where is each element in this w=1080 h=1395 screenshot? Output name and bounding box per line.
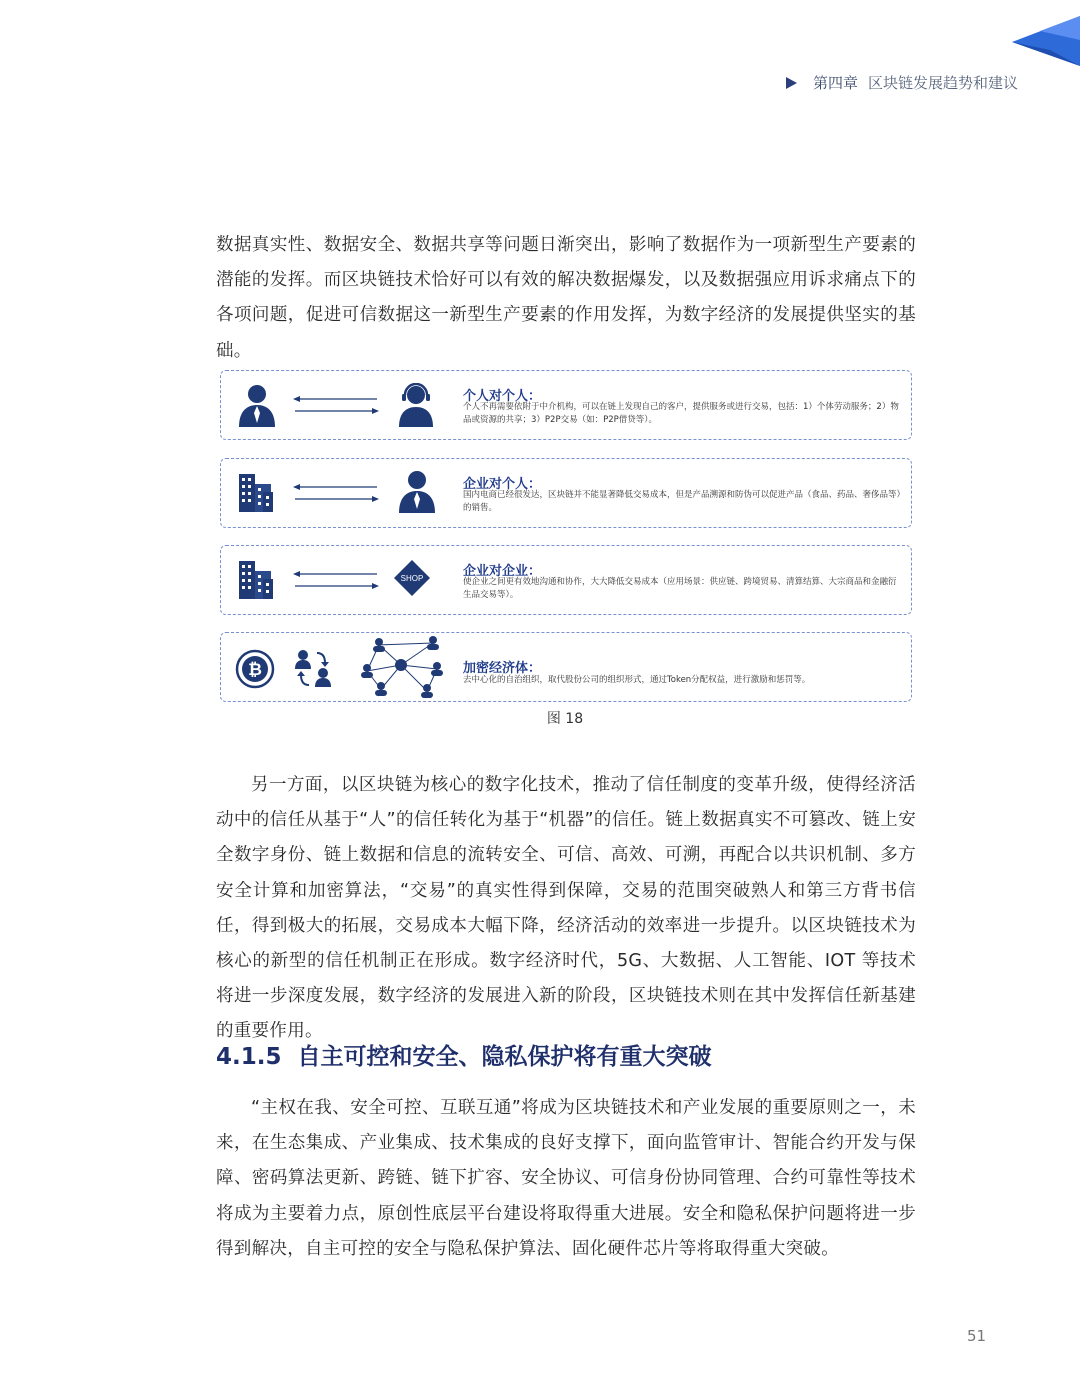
body-paragraph-3: “主权在我、安全可控、互联互通”将成为区块链技术和产业发展的重要原则之一，未来，在生态集成、产业集成、技术集成的良好支撑下，面向监管审计、智能合约开发与保障、密码算法更新、跨链、链下扩容、安全协议、可信身份协同管理、合约可靠性等技术将成为主要着力点，原创性底层平台建设将取得重大进展。安全和隐私保护问题将进一步得到解决，自主可控的安全与隐私保护算法、固化硬件芯片等将取得重大突破。: [216, 1098, 916, 1259]
figure-row-p2p: [220, 370, 912, 440]
building-icon: [237, 470, 275, 512]
chapter-title: 区块链发展趋势和建议: [868, 74, 1019, 92]
figure-row-title: 企业对个人：: [463, 477, 542, 492]
figure-row-title: 个人对个人：: [463, 389, 542, 404]
bidirectional-arrows-icon: [293, 568, 379, 592]
chapter-number: 第四章: [813, 74, 859, 92]
figure-row-crypto: [220, 632, 912, 702]
body-paragraph-2: 另一方面，以区块链为核心的数字化技术，推动了信任制度的变革升级，使得经济活动中的信任从基于“人”的信任转化为基于“机器”的信任。链上数据真实不可篡改、链上安全数字身份、链上数据和信息的流转安全、可信、高效、可溯，再配合以共识机制、多方安全计算和加密算法，“交易”的真实性得到保障，交易的范围突破熟人和第三方背书信任，得到极大的拓展，交易成本大幅下降，经济活动的效率进一步提升。以区块链技术为核心的新型的信任机制正在形成。数字经济时代，5G、大数据、人工智能、IOT 等技术将进一步深度发展，数字经济的发展进入新的阶段，区块链技术则在其中发挥信任新基建的重要作用。: [216, 775, 916, 1042]
figure-row-title: 加密经济体：: [463, 661, 542, 676]
bidirectional-arrows-icon: [293, 481, 379, 505]
triangle-icon: [786, 77, 797, 89]
exchange-people-icon: [293, 647, 333, 691]
figure-row-desc: 国内电商已经很发达，区块链并不能显著降低交易成本，但是产品溯源和防伪可以促进产品（食品、药品、奢侈品等）的销售。: [463, 490, 901, 513]
page-number: 51: [967, 1327, 987, 1345]
shop-icon: [393, 559, 431, 597]
figure-row-b2b: [220, 545, 912, 615]
section-heading: 4.1.5 自主可控和安全、隐私保护将有重大突破: [216, 1044, 712, 1070]
figure-row-desc: 使企业之间更有效地沟通和协作，大大降低交易成本（应用场景：供应链、跨境贸易、清算结算、大宗商品和金融衍生品交易等）。: [463, 577, 897, 600]
body-paragraph-1: 数据真实性、数据安全、数据共享等问题日渐突出，影响了数据作为一项新型生产要素的潜能的发挥。而区块链技术恰好可以有效的解决数据爆发，以及数据强应用诉求痛点下的各项问题，促进可信数据这一新型生产要素的作用发挥，为数字经济的发展提供坚实的基础。: [216, 235, 916, 361]
shop-label: SHOP: [400, 574, 424, 583]
chapter-header: [786, 72, 1018, 93]
svg-text:₿: ₿: [248, 660, 262, 679]
figure-row-b2c: [220, 458, 912, 528]
figure-row-desc: 去中心化的自治组织，取代股份公司的组织形式，通过Token分配权益，进行激励和惩罚等。: [463, 675, 811, 685]
network-icon: [357, 635, 445, 699]
person-icon: [237, 383, 277, 427]
figure-caption: 图 18: [546, 711, 584, 727]
person-icon: [397, 469, 437, 513]
bitcoin-icon: [235, 649, 275, 689]
bidirectional-arrows-icon: [293, 393, 379, 417]
support-person-icon: [397, 383, 435, 427]
building-icon: [237, 557, 275, 599]
figure-row-title: 企业对企业：: [463, 564, 542, 579]
figure-row-desc: 个人不再需要依附于中介机构，可以在链上发现自己的客户，提供服务或进行交易，包括：1）个体劳动服务；2）物品或资源的共享；3）P2P交易（如：P2P借贷等）。: [463, 402, 899, 425]
corner-decoration: [1000, 0, 1080, 70]
